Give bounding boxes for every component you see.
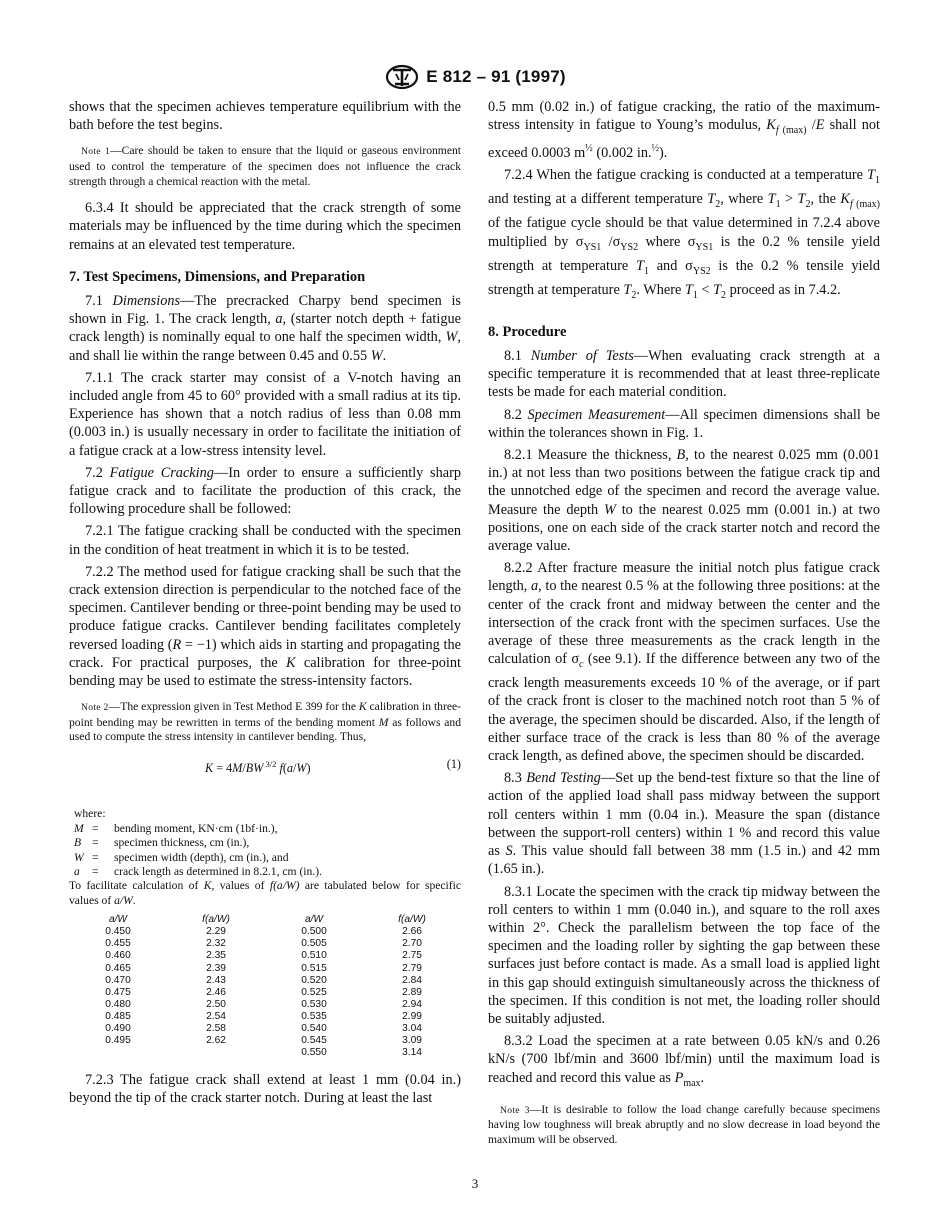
table-header-row: a/W f(a/W) a/W f(a/W) <box>108 914 426 926</box>
paragraph-7-2-4: 7.2.4 When the fatigue cracking is conducted at a temperature $T_1$ and testing at a different temperature $T_2$, where $T_1 > T_2$, the $K_f$ $_{(max)}$ of the fatigue cycle should be that value determined in 7.2.4 above multiplied by $\sigma_{YS1}$ $/\sigma_{YS2}$ where $\sigma_{YS1}$ is the 0.2 % tensile yield strength at temperature $T_1$ and $\sigma_{YS2}$ is the 0.2 % tensile yield strength at temperature $T_2$. Where $T_1 < T_2$ proceed as in 7.4.2. <box>488 167 880 301</box>
table-row: 0.550 3.14 <box>301 1047 422 1059</box>
paragraph-8-2: 8.2 Specimen Measurement—All specimen dimensions shall be within the tolerances shown in Fig. 1. <box>488 406 880 441</box>
note-3: Note 3—It is desirable to follow the load change carefully because specimens having low toughness will break abruptly and no slow decrease in load beyond the maximum will be observed. <box>488 1102 880 1146</box>
table-intro: To facilitate calculation of K, values of f(a/W) are tabulated below for specific values of a/W. <box>69 879 461 907</box>
where-list <box>69 807 461 908</box>
equation-expression: K = 4M/BW $^{3/2}$ f(a/W) <box>205 759 311 776</box>
table-row: 0.475 2.46 0.525 2.89 <box>105 986 422 998</box>
paragraph-7-1: 7.1 Dimensions—The precracked Charpy bend specimen is shown in Fig. 1. The crack length, a, (starter notch depth + fatigue crack length) is nominally equal to one half the specimen width, W, and shall lie within the range between 0.45 and 0.55 W. <box>69 293 462 364</box>
where-row: W = specimen width (depth), cm (in.), and <box>74 850 289 864</box>
paragraph-7-2-3: 7.2.3 The fatigue crack shall extend at least 1 mm (0.04 in.) beyond the tip of the crack starter notch. During at least the last <box>69 1072 461 1107</box>
paragraph-continued: shows that the specimen achieves temperature equilibrium with the bath before the test begins. <box>69 99 461 134</box>
equation-number: (1) <box>446 757 461 772</box>
where-row: B = specimen thickness, cm (in.), <box>74 836 250 850</box>
where-label: where: <box>74 807 106 821</box>
page-header <box>0 62 950 92</box>
page-number: 3 <box>471 1176 479 1191</box>
astm-logo-icon <box>384 64 420 90</box>
paragraph-7-1-1: 7.1.1 The crack starter may consist of a V-notch having an included angle from 45 to 60° provided with a small radius at its tip. Experience has shown that a notch radius of less than 0.08 mm (0.003 in.) is usually necessary in order to facilitate the initiation of a fatigue crack at a low-stress intensity level. <box>69 369 461 459</box>
paragraph-continued-right: 0.5 mm (0.02 in.) of fatigue cracking, the ratio of the maximum-stress intensity in fatigue to Young’s modulus, $K_f$ $_{(max)}$ /E shall not exceed 0.0003 $m^{\frac{1}{2}}$ (0.002 in.$^{\frac{1}{2}}$). <box>488 99 880 162</box>
table-row: 0.480 2.50 0.530 2.94 <box>105 998 422 1010</box>
equation-1 <box>69 755 461 777</box>
standard-designation: E 812 – 91 (1997) <box>426 67 566 86</box>
left-column <box>69 98 461 1112</box>
note-1 <box>69 144 461 189</box>
table-row: 0.490 2.58 0.540 3.04 <box>105 1023 422 1034</box>
fatigue-calibration-table <box>69 914 461 1059</box>
paragraph-8-3: 8.3 Bend Testing—Set up the bend-test fixture so that the line of action of the applied load shall pass midway between the support roll centers within 1 mm (0.04 in.). Measure the span (distance between the support-roll centers) within 1 % and record this value as S. This value should fall between 38 mm (1.5 in.) and 42 mm (1.65 in.). <box>488 770 881 878</box>
paragraph-8-1: 8.1 Number of Tests—When evaluating crack strength at a specific temperature it is recommended that at least three-replicate tests be made for each material condition. <box>488 347 881 401</box>
table-row: 0.460 2.35 0.510 2.75 <box>105 950 422 962</box>
where-row: M = bending moment, KN·cm (1bf·in.), <box>74 821 278 835</box>
note-1-text: —Care should be taken to ensure that the liquid or gaseous environment used to control the temperature of the specimen does not influence the crack strength through a chemical reaction with the metal. <box>69 144 461 188</box>
right-column <box>488 98 880 1157</box>
note-2: Note 2—The expression given in Test Method E 399 for the K calibration in three-point bending may be rewritten in terms of the bending moment M as follows and used to compute the stress intensity in cantilever bending. Thus, <box>69 700 461 744</box>
paragraph-6-3-4: 6.3.4 It should be appreciated that the crack strength of some materials may be influenced by the time during which the specimen remains at an elevated test temperature. <box>69 200 461 253</box>
paragraph-8-2-1: 8.2.1 Measure the thickness, B, to the nearest 0.025 mm (0.001 in.) at not less than two positions between the fatigue crack tip and the unnotched edge of the specimen and record the average value. Measure the depth W to the nearest 0.025 mm (0.001 in.) at two positions, one on each side of the crack starter notch and record the average value. <box>488 446 880 554</box>
section-8-heading: 8. Procedure <box>488 323 567 340</box>
note-3-label: Note 3 <box>500 1104 530 1116</box>
table-row: 0.465 2.39 0.515 2.79 <box>105 962 422 974</box>
note-2-label: Note 2 <box>81 702 109 714</box>
paragraph-7-2: 7.2 Fatigue Cracking—In order to ensure a sufficiently sharp fatigue crack and to facilitate the production of this crack, the following procedure shall be followed: <box>69 464 461 518</box>
table-row: 0.485 2.54 0.535 2.99 <box>105 1010 422 1022</box>
table-row: 0.450 2.29 0.500 2.66 <box>105 926 422 938</box>
where-row: a = crack length as determined in 8.2.1, cm (in.). <box>74 864 322 878</box>
table-row: 0.495 2.62 0.545 3.09 <box>105 1035 422 1047</box>
table-row: 0.470 2.43 0.520 2.84 <box>105 974 422 986</box>
paragraph-7-2-1: 7.2.1 The fatigue cracking shall be conducted with the specimen in the condition of heat treatment in which it is to be tested. <box>69 523 461 558</box>
paragraph-8-2-2: 8.2.2 After fracture measure the initial notch plus fatigue crack length, a, to the nearest 0.5 % at the following three positions: at the center of the crack front and midway between the center and the intersection of the crack front with the specimen surfaces. Use the average of these three measurements as the crack length in the calculation of $\sigma_c$ (see 9.1). If the difference between any two of the crack length measurements exceeds 10 % of the average, or if part of the crack front is closer to the machined notch root than 5 % of the average, the specimen should be discarded. Also, if the length of either surface trace of the crack is less than 80 % of the average crack length, as defined above, the specimen should be discarded. <box>488 560 880 765</box>
table-row: 0.455 2.32 0.505 2.70 <box>105 938 422 950</box>
note-1-label: Note 1 <box>81 146 111 158</box>
paragraph-8-3-1: 8.3.1 Locate the specimen with the crack tip midway between the roll centers to within 1 mm (0.040 in.), and square to the roll axes within 2°. Check the parallelism between the top face of the specimen and the loading roller by sighting the gap between these surfaces just before contact is made. As a small load is applied light in this gap should extinguish simultaneously across the thickness of the specimen. If this condition is not met, the loading roller should be suitably adjusted. <box>488 883 880 1027</box>
paragraph-8-3-2: 8.3.2 Load the specimen at a rate between 0.05 kN/s and 0.26 kN/s (700 lbf/min and 3600 lbf/min) until the maximum load is reached and record this value as $P_{max}$. <box>488 1033 880 1089</box>
section-7-heading: 7. Test Specimens, Dimensions, and Preparation <box>69 268 366 285</box>
paragraph-7-2-2: 7.2.2 The method used for fatigue cracking shall be such that the crack extension direction is perpendicular to the notched face of the specimen. Cantilever bending or three-point bending may be used to produce fatigue cracks. Cantilever bending facilitates completely reversed loading (R = −1) which aids in starting and propagating the crack. For practical purposes, the K calibration for three-point bending may be used to estimate the stress-intensity factors. <box>69 563 461 690</box>
